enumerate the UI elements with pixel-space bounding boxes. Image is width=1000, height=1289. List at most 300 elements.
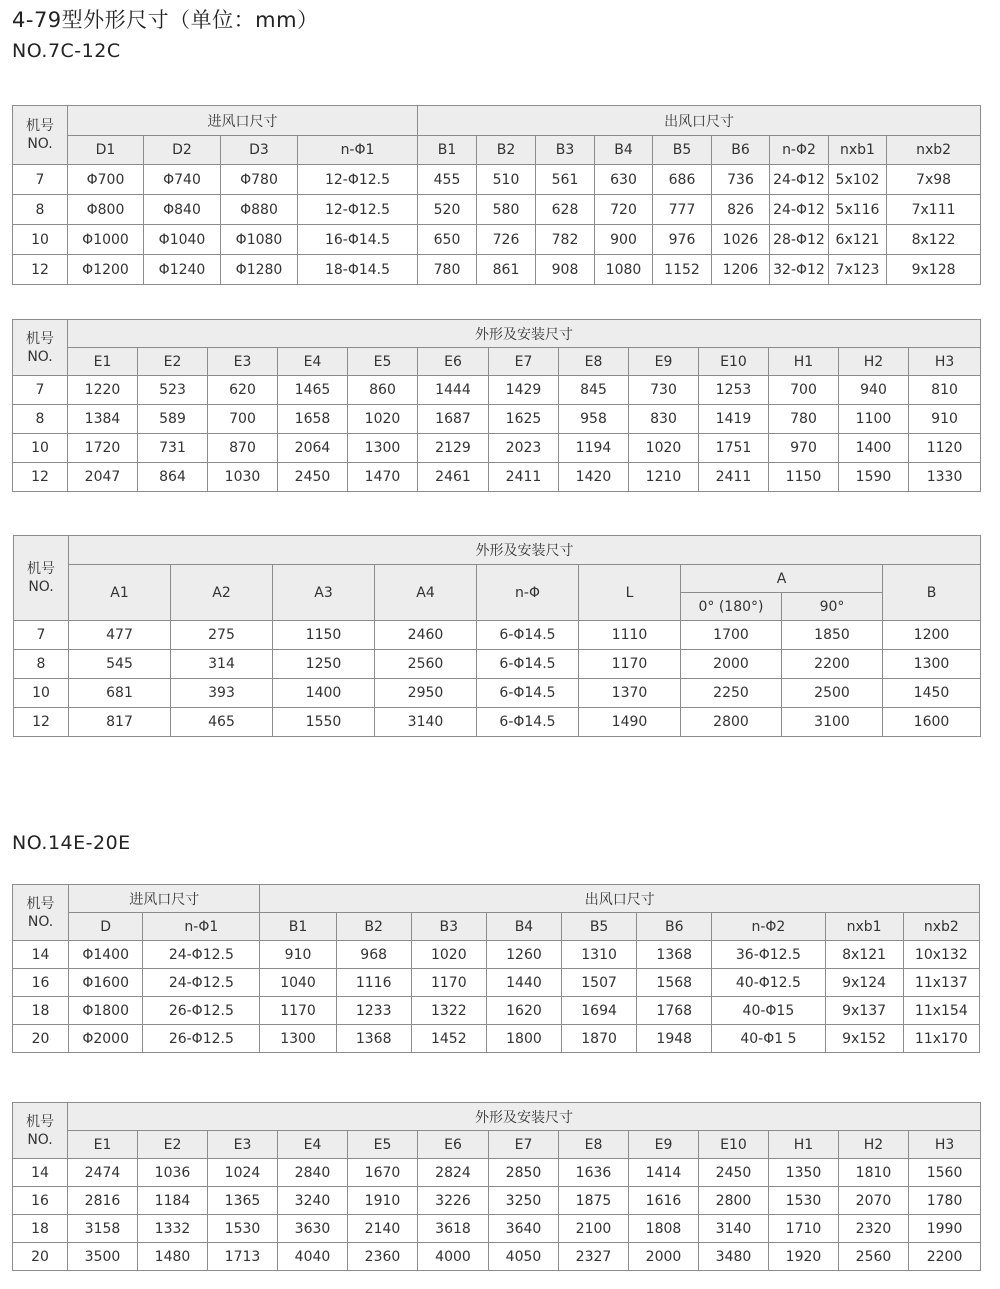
table-cell: 1100	[839, 405, 909, 434]
table-cell: 780	[418, 255, 477, 285]
column-header: E2	[138, 348, 208, 376]
table-cell: 1020	[411, 941, 486, 969]
no-header-cn: 机号	[26, 1113, 54, 1130]
table-cell: 1568	[637, 969, 712, 997]
table-row	[14, 708, 981, 737]
table-cell: Φ1400	[69, 941, 143, 969]
table-cell: 1020	[348, 405, 418, 434]
table-cell: 18-Φ14.5	[298, 255, 418, 285]
table-row	[13, 376, 981, 405]
table-cell: 9x152	[825, 1025, 903, 1053]
no-header-en: NO.	[27, 348, 53, 365]
column-header: B1	[418, 136, 477, 165]
table-cell: 2320	[839, 1215, 909, 1243]
table-cell: 1808	[629, 1215, 699, 1243]
no-header	[13, 106, 68, 165]
table-cell: 1636	[559, 1159, 629, 1187]
table-cell: 1507	[562, 969, 637, 997]
row-no-cell: 14	[13, 941, 69, 969]
table-cell: 1332	[138, 1215, 208, 1243]
table-cell: 26-Φ12.5	[143, 997, 260, 1025]
column-header: A1	[69, 565, 171, 621]
table-cell: 1024	[208, 1159, 278, 1187]
table-cell: 2460	[375, 621, 477, 650]
table-cell: 24-Φ12	[770, 165, 829, 195]
table-cell: 455	[418, 165, 477, 195]
table-cell: 5x116	[829, 195, 887, 225]
table-cell: 523	[138, 376, 208, 405]
no-header-en: NO.	[28, 579, 54, 595]
table-cell: 3480	[699, 1243, 769, 1271]
table-cell: 1300	[348, 434, 418, 463]
table-cell: 1040	[260, 969, 336, 997]
table-cell: 510	[477, 165, 536, 195]
column-header: E10	[699, 348, 769, 376]
table-cell: 1233	[336, 997, 411, 1025]
table-cell: 1590	[839, 463, 909, 492]
table-cell: 7x123	[829, 255, 887, 285]
table-cell: 686	[653, 165, 712, 195]
table-cell: 2411	[699, 463, 769, 492]
column-header: E7	[489, 1131, 559, 1159]
no-header	[14, 536, 69, 621]
no-header-cn: 机号	[26, 895, 55, 912]
no-header-en: NO.	[27, 913, 54, 930]
table-cell: 628	[536, 195, 595, 225]
table-cell: 782	[536, 225, 595, 255]
column-header: B3	[411, 913, 486, 941]
table-cell: 1400	[273, 679, 375, 708]
table-cell: 1300	[883, 650, 981, 679]
column-header: A2	[171, 565, 273, 621]
table-cell: 1670	[348, 1159, 418, 1187]
column-header: B1	[260, 913, 336, 941]
table-row	[13, 1187, 981, 1215]
table-cell: 845	[559, 376, 629, 405]
column-header: D3	[221, 136, 298, 165]
table-row	[14, 679, 981, 708]
column-header: E9	[629, 1131, 699, 1159]
no-header-cn: 机号	[26, 118, 54, 134]
column-header: H2	[839, 1131, 909, 1159]
table-cell: 1616	[629, 1187, 699, 1215]
installation-dims-table-14e-20e	[12, 1102, 981, 1271]
table-cell: 958	[559, 405, 629, 434]
table-cell: 720	[595, 195, 653, 225]
table-row	[13, 195, 981, 225]
table-cell: 1152	[653, 255, 712, 285]
column-header: E1	[68, 348, 138, 376]
table-row	[13, 463, 981, 492]
column-header: H1	[769, 348, 839, 376]
table-cell: 1116	[336, 969, 411, 997]
row-no-cell: 10	[13, 434, 68, 463]
table-cell: 2450	[699, 1159, 769, 1187]
table-cell: 630	[595, 165, 653, 195]
row-no-cell: 16	[13, 969, 69, 997]
table-cell: 910	[909, 405, 981, 434]
table-cell: 970	[769, 434, 839, 463]
column-header: E8	[559, 348, 629, 376]
table-cell: 4040	[278, 1243, 348, 1271]
table-cell: 1253	[699, 376, 769, 405]
column-header: nxb1	[825, 913, 903, 941]
column-header: H2	[839, 348, 909, 376]
table-row	[13, 434, 981, 463]
table-cell: Φ1280	[221, 255, 298, 285]
table-cell: 650	[418, 225, 477, 255]
row-no-cell: 18	[13, 997, 69, 1025]
row-no-cell: 14	[13, 1159, 68, 1187]
column-header: E5	[348, 348, 418, 376]
column-header: D2	[144, 136, 221, 165]
table-cell: 900	[595, 225, 653, 255]
table-cell: 1600	[883, 708, 981, 737]
column-header: B	[883, 565, 981, 621]
table-cell: 1170	[260, 997, 336, 1025]
table-cell: 1751	[699, 434, 769, 463]
table-cell: 826	[712, 195, 770, 225]
column-header: B2	[336, 913, 411, 941]
table-cell: 8x121	[825, 941, 903, 969]
table-cell: 1150	[769, 463, 839, 492]
table-cell: 864	[138, 463, 208, 492]
table-cell: 24-Φ12.5	[143, 941, 260, 969]
table-row	[13, 997, 980, 1025]
column-header: n-Φ	[477, 565, 579, 621]
table-cell: 11x137	[903, 969, 979, 997]
table-cell: 2840	[278, 1159, 348, 1187]
table-cell: 1440	[486, 969, 561, 997]
table-cell: 1713	[208, 1243, 278, 1271]
row-no-cell: 12	[13, 463, 68, 492]
table-cell: 1170	[579, 650, 681, 679]
table-cell: 2816	[68, 1187, 138, 1215]
table-cell: 1120	[909, 434, 981, 463]
table-cell: 6-Φ14.5	[477, 650, 579, 679]
table-cell: 1625	[489, 405, 559, 434]
column-header: nxb1	[829, 136, 887, 165]
table-cell: 36-Φ12.5	[712, 941, 825, 969]
table-cell: 1948	[637, 1025, 712, 1053]
table-cell: 1350	[769, 1159, 839, 1187]
table-cell: 1687	[418, 405, 489, 434]
table-cell: 2070	[839, 1187, 909, 1215]
table-cell: 2411	[489, 463, 559, 492]
row-no-cell: 10	[14, 679, 69, 708]
table-cell: 2850	[489, 1159, 559, 1187]
column-header: E1	[68, 1131, 138, 1159]
table-cell: Φ1080	[221, 225, 298, 255]
column-subheader: 90°	[782, 593, 883, 621]
table-cell: 2950	[375, 679, 477, 708]
table-cell: 3140	[375, 708, 477, 737]
table-cell: 861	[477, 255, 536, 285]
table-cell: 3158	[68, 1215, 138, 1243]
row-no-cell: 12	[14, 708, 69, 737]
no-header-cn: 机号	[27, 561, 55, 577]
group-header: 外形及安装尺寸	[68, 320, 981, 348]
table-cell: 9x128	[887, 255, 981, 285]
row-no-cell: 7	[13, 376, 68, 405]
table-cell: 1550	[273, 708, 375, 737]
table-cell: 1400	[839, 434, 909, 463]
table-cell: 1490	[579, 708, 681, 737]
column-header: B6	[712, 136, 770, 165]
table-row	[14, 650, 981, 679]
table-cell: 6-Φ14.5	[477, 679, 579, 708]
table-cell: 1429	[489, 376, 559, 405]
table-cell: 870	[208, 434, 278, 463]
table-cell: 11x170	[903, 1025, 979, 1053]
table-cell: 2000	[629, 1243, 699, 1271]
no-header-cn: 机号	[26, 330, 54, 347]
table-cell: 1150	[273, 621, 375, 650]
table-cell: 1370	[579, 679, 681, 708]
column-header: E2	[138, 1131, 208, 1159]
column-header: nxb2	[887, 136, 981, 165]
column-header: E8	[559, 1131, 629, 1159]
column-header: A4	[375, 565, 477, 621]
table-cell: 1368	[336, 1025, 411, 1053]
table-cell: 1800	[486, 1025, 561, 1053]
table-cell: 1200	[883, 621, 981, 650]
group-header: 外形及安装尺寸	[68, 1103, 981, 1131]
table-cell: 10x132	[903, 941, 979, 969]
column-header: n-Φ2	[712, 913, 825, 941]
table-row	[13, 969, 980, 997]
table-row	[13, 1159, 981, 1187]
table-cell: 1420	[559, 463, 629, 492]
table-cell: 8x122	[887, 225, 981, 255]
table-cell: 2200	[909, 1243, 981, 1271]
table-cell: 1700	[681, 621, 782, 650]
column-header: E4	[278, 348, 348, 376]
table-row	[14, 621, 981, 650]
table-cell: 2100	[559, 1215, 629, 1243]
column-header: B2	[477, 136, 536, 165]
table-cell: 968	[336, 941, 411, 969]
table-cell: 1170	[411, 969, 486, 997]
table-cell: Φ740	[144, 165, 221, 195]
column-header: L	[579, 565, 681, 621]
table-cell: 810	[909, 376, 981, 405]
table-cell: 2500	[782, 679, 883, 708]
table-cell: 2000	[681, 650, 782, 679]
table-cell: 1300	[260, 1025, 336, 1053]
table-cell: 940	[839, 376, 909, 405]
column-header: n-Φ1	[298, 136, 418, 165]
column-header: E3	[208, 348, 278, 376]
table-cell: 6x121	[829, 225, 887, 255]
column-header: D	[69, 913, 143, 941]
table-cell: 1194	[559, 434, 629, 463]
table-cell: 7x111	[887, 195, 981, 225]
table-cell: Φ2000	[69, 1025, 143, 1053]
table-cell: Φ800	[68, 195, 144, 225]
row-no-cell: 20	[13, 1243, 68, 1271]
table-cell: 1184	[138, 1187, 208, 1215]
column-header: E10	[699, 1131, 769, 1159]
installation-dims-table-7c-12c	[12, 319, 981, 492]
table-cell: 1465	[278, 376, 348, 405]
table-cell: 2824	[418, 1159, 489, 1187]
table-cell: 1026	[712, 225, 770, 255]
table-cell: 1920	[769, 1243, 839, 1271]
table-cell: 11x154	[903, 997, 979, 1025]
column-header: E6	[418, 1131, 489, 1159]
table-cell: 1210	[629, 463, 699, 492]
column-header: n-Φ1	[143, 913, 260, 941]
table-cell: 3630	[278, 1215, 348, 1243]
column-header: B5	[562, 913, 637, 941]
table-cell: 726	[477, 225, 536, 255]
table-row	[13, 1243, 981, 1271]
table-cell: 1990	[909, 1215, 981, 1243]
table-cell: 3250	[489, 1187, 559, 1215]
row-no-cell: 8	[14, 650, 69, 679]
table-cell: Φ1200	[68, 255, 144, 285]
section-subtitle-14e-20e: NO.14E-20E	[12, 832, 131, 854]
table-cell: 2140	[348, 1215, 418, 1243]
row-no-cell: 18	[13, 1215, 68, 1243]
table-cell: 1480	[138, 1243, 208, 1271]
row-no-cell: 8	[13, 195, 68, 225]
table-cell: 1414	[629, 1159, 699, 1187]
table-cell: 830	[629, 405, 699, 434]
column-header: E9	[629, 348, 699, 376]
table-cell: 3100	[782, 708, 883, 737]
row-no-cell: 7	[13, 165, 68, 195]
row-no-cell: 20	[13, 1025, 69, 1053]
table-cell: 2064	[278, 434, 348, 463]
table-cell: 3618	[418, 1215, 489, 1243]
table-cell: 2200	[782, 650, 883, 679]
table-cell: 28-Φ12	[770, 225, 829, 255]
table-cell: 40-Φ15	[712, 997, 825, 1025]
table-cell: 2474	[68, 1159, 138, 1187]
table-cell: 314	[171, 650, 273, 679]
table-cell: 2800	[699, 1187, 769, 1215]
table-cell: 2047	[68, 463, 138, 492]
table-cell: 1020	[629, 434, 699, 463]
table-cell: 1560	[909, 1159, 981, 1187]
column-header: H3	[909, 348, 981, 376]
table-cell: 1870	[562, 1025, 637, 1053]
table-cell: 1260	[486, 941, 561, 969]
table-cell: 1450	[883, 679, 981, 708]
table-cell: 1850	[782, 621, 883, 650]
table-cell: 561	[536, 165, 595, 195]
table-cell: 40-Φ12.5	[712, 969, 825, 997]
table-row	[13, 1215, 981, 1243]
table-row	[13, 1025, 980, 1053]
table-cell: Φ1240	[144, 255, 221, 285]
row-no-cell: 7	[14, 621, 69, 650]
column-header: D1	[68, 136, 144, 165]
table-cell: Φ780	[221, 165, 298, 195]
table-cell: 32-Φ12	[770, 255, 829, 285]
table-cell: 1530	[769, 1187, 839, 1215]
table-cell: 2560	[375, 650, 477, 679]
table-cell: 24-Φ12	[770, 195, 829, 225]
table-cell: 976	[653, 225, 712, 255]
table-cell: 477	[69, 621, 171, 650]
table-cell: 1110	[579, 621, 681, 650]
table-cell: 1658	[278, 405, 348, 434]
table-cell: 2129	[418, 434, 489, 463]
table-row	[13, 405, 981, 434]
table-cell: Φ840	[144, 195, 221, 225]
column-header: E7	[489, 348, 559, 376]
group-header: 出风口尺寸	[260, 885, 980, 913]
table-cell: 700	[208, 405, 278, 434]
column-header: H3	[909, 1131, 981, 1159]
table-cell: 817	[69, 708, 171, 737]
table-cell: 1910	[348, 1187, 418, 1215]
table-cell: 681	[69, 679, 171, 708]
group-header: 出风口尺寸	[418, 106, 981, 136]
column-header: B4	[486, 913, 561, 941]
table-cell: 1036	[138, 1159, 208, 1187]
column-header: E5	[348, 1131, 418, 1159]
table-cell: 1780	[909, 1187, 981, 1215]
no-header	[13, 1103, 68, 1159]
table-cell: 700	[769, 376, 839, 405]
table-cell: 4000	[418, 1243, 489, 1271]
table-cell: 1220	[68, 376, 138, 405]
table-cell: 2560	[839, 1243, 909, 1271]
table-cell: 1444	[418, 376, 489, 405]
table-cell: 3500	[68, 1243, 138, 1271]
table-cell: 1720	[68, 434, 138, 463]
table-cell: 1710	[769, 1215, 839, 1243]
table-cell: 1875	[559, 1187, 629, 1215]
column-header: A3	[273, 565, 375, 621]
table-cell: Φ700	[68, 165, 144, 195]
row-no-cell: 8	[13, 405, 68, 434]
table-cell: 580	[477, 195, 536, 225]
table-cell: 2250	[681, 679, 782, 708]
table-cell: 3226	[418, 1187, 489, 1215]
table-row	[13, 225, 981, 255]
column-header: n-Φ2	[770, 136, 829, 165]
no-header	[13, 885, 69, 941]
table-row	[13, 255, 981, 285]
table-cell: 2461	[418, 463, 489, 492]
column-header: B6	[637, 913, 712, 941]
table-cell: 1810	[839, 1159, 909, 1187]
group-header: 外形及安装尺寸	[69, 536, 981, 565]
column-header: E3	[208, 1131, 278, 1159]
table-cell: 2327	[559, 1243, 629, 1271]
table-cell: 1250	[273, 650, 375, 679]
table-row	[13, 165, 981, 195]
table-cell: 7x98	[887, 165, 981, 195]
table-cell: 520	[418, 195, 477, 225]
table-cell: 1365	[208, 1187, 278, 1215]
table-cell: 1310	[562, 941, 637, 969]
section-subtitle-7c-12c: NO.7C-12C	[12, 40, 121, 62]
column-header: E4	[278, 1131, 348, 1159]
table-cell: 16-Φ14.5	[298, 225, 418, 255]
table-cell: Φ1040	[144, 225, 221, 255]
column-header: H1	[769, 1131, 839, 1159]
table-cell: 1206	[712, 255, 770, 285]
table-cell: 2800	[681, 708, 782, 737]
table-cell: 736	[712, 165, 770, 195]
table-cell: 730	[629, 376, 699, 405]
